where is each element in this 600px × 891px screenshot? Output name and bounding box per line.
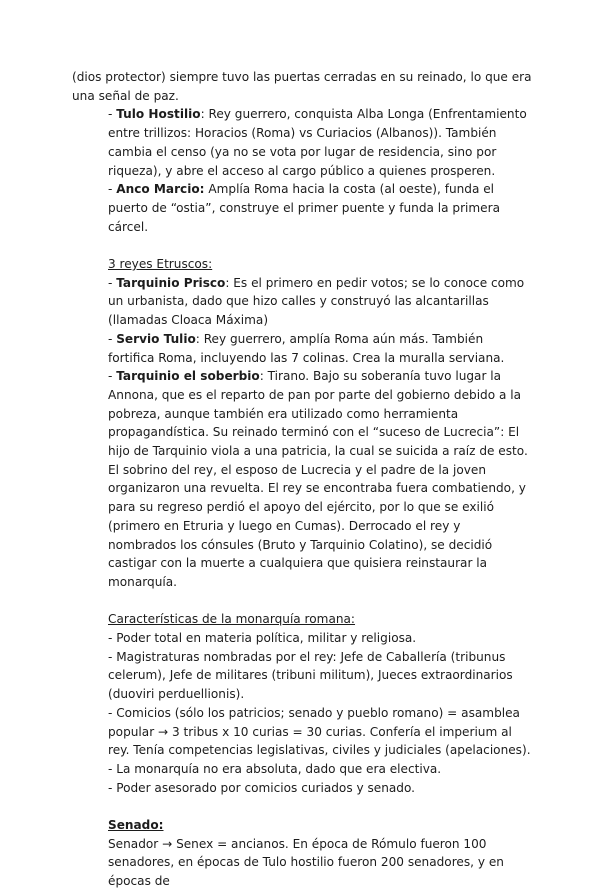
paragraph-text: : Rey guerrero, amplía Roma aún más. También fortifica Roma, incluyendo las 7 colinas. Crea la muralla serviana. (108, 331, 505, 365)
paragraph-text: Amplía Roma hacia la costa (al oeste), funda el puerto de “ostia”, construye el primer puente y funda la primera cárcel. (108, 182, 501, 234)
paragraph-text: (dios protector) siempre tuvo las puertas cerradas en su reinado, lo que era una señal de paz. (72, 70, 532, 103)
paragraph-tarquinio-prisco: - Tarquinio Prisco: Es el primero en pedir votos; se lo conoce como un urbanista, dado que hizo calles y construyó las alcantarillas (llamadas Cloaca Máxima) (108, 275, 525, 328)
section-heading-characteristics (72, 610, 532, 629)
paragraph-text: : Es el primero en pedir votos; se lo conoce como un urbanista, dado que hizo calles y construyó las alcantarillas (llamadas Cloaca Máxima) (108, 275, 525, 328)
heading-text: Senado: (108, 818, 164, 833)
heading-text: 3 reyes Etruscos: (108, 257, 213, 272)
paragraph-text: : Tirano. Bajo su soberanía tuvo lugar la Annona, que es el reparto de pan por parte del gobierno debido a la pobreza, aunque también era utilizado como herramienta propagandística. Su reinado terminó con el “suceso de Lucrecia”: El hijo de Tarquinio viola a una patricia, la cual se suicida a raíz de esto. El sobrino del rey, el esposo de Lucrecia y el padre de la joven organizaron una revuelta. El rey se encontraba fuera combatiendo, y para su regreso perdió el apoyo del ejército, por lo que se exilió (primero en Etruria y luego en Cumas). Derrocado el rey y nombrados los cónsules (Bruto y Tarquinio Colatino), se decidió castigar con la muerte a cualquiera que quisiera reinstaurar la monarquía. (108, 369, 528, 589)
document-page (72, 68, 532, 891)
king-name: Tulo Hostilio (116, 107, 201, 122)
paragraph-tulo-hostilio: - Tulo Hostilio: Rey guerrero, conquista Alba Longa (Enfrentamiento entre trillizos: Horacios (Roma) vs Curiacios (Albanos)). También cambia el censo (ya no se vota por lugar de residencia, sino por riqueza), y abre el acceso al cargo público a quienes prosperen. (108, 107, 527, 178)
blank-line (72, 797, 532, 816)
paragraph-anco-marcio: - Anco Marcio: Amplía Roma hacia la costa (al oeste), funda el puerto de “ostia”, construye el primer puente y funda la primera cárcel. (108, 182, 501, 234)
paragraph-intro (72, 68, 532, 105)
section-heading-senado (72, 816, 532, 835)
list-item: - La monarquía no era absoluta, dado que era electiva. (108, 761, 442, 776)
king-name: Tarquinio Prisco (116, 275, 226, 290)
paragraph-senado: Senador → Senex = ancianos. En época de Rómulo fueron 100 senadores, en épocas de Tulo hostilio fueron 200 senadores, y en épocas de (108, 836, 504, 889)
paragraph-tarquinio-soberbio: - Tarquinio el soberbio: Tirano. Bajo su soberanía tuvo lugar la Annona, que es el reparto de pan por parte del gobierno debido a la pobreza, aunque también era utilizado como herramienta propagandística. Su reinado terminó con el “suceso de Lucrecia”: El hijo de Tarquinio viola a una patricia, la cual se suicida a raíz de esto. El sobrino del rey, el esposo de Lucrecia y el padre de la joven organizaron una revuelta. El rey se encontraba fuera combatiendo, y para su regreso perdió el apoyo del ejército, por lo que se exilió (primero en Etruria y luego en Cumas). Derrocado el rey y nombrados los cónsules (Bruto y Tarquinio Colatino), se decidió castigar con la muerte a cualquiera que quisiera reinstaurar la monarquía. (108, 369, 528, 589)
list-item: - Poder asesorado por comicios curiados y senado. (108, 780, 415, 795)
heading-text: Características de la monarquía romana: (108, 612, 356, 627)
blank-line (72, 236, 532, 255)
king-name: Anco Marcio: (116, 182, 205, 197)
list-item: - Magistraturas nombradas por el rey: Jefe de Caballería (tribunus celerum), Jefe de militares (tribuni militum), Jueces extraordinarios (duoviri perduellionis). (108, 649, 513, 702)
list-item: - Comicios (sólo los patricios; senado y pueblo romano) = asamblea popular → 3 tribus x 10 curias = 30 curias. Confería el imperium al rey. Tenía competencias legislativas, civiles y judiciales (apelaciones). (108, 705, 531, 758)
paragraph-text: : Rey guerrero, conquista Alba Longa (Enfrentamiento entre trillizos: Horacios (Roma) vs Curiacios (Albanos)). También cambia el censo (ya no se vota por lugar de residencia, sino por riqueza), y abre el acceso al cargo público a quienes prosperen. (108, 107, 527, 178)
paragraph-servio-tulio: - Servio Tulio: Rey guerrero, amplía Roma aún más. También fortifica Roma, incluyendo las 7 colinas. Crea la muralla serviana. (108, 331, 505, 365)
king-name: Tarquinio el soberbio (116, 369, 260, 384)
blank-line (72, 592, 532, 611)
king-name: Servio Tulio (116, 331, 196, 346)
list-item: - Poder total en materia política, militar y religiosa. (108, 631, 417, 646)
section-heading-etruscan-kings (72, 255, 532, 274)
